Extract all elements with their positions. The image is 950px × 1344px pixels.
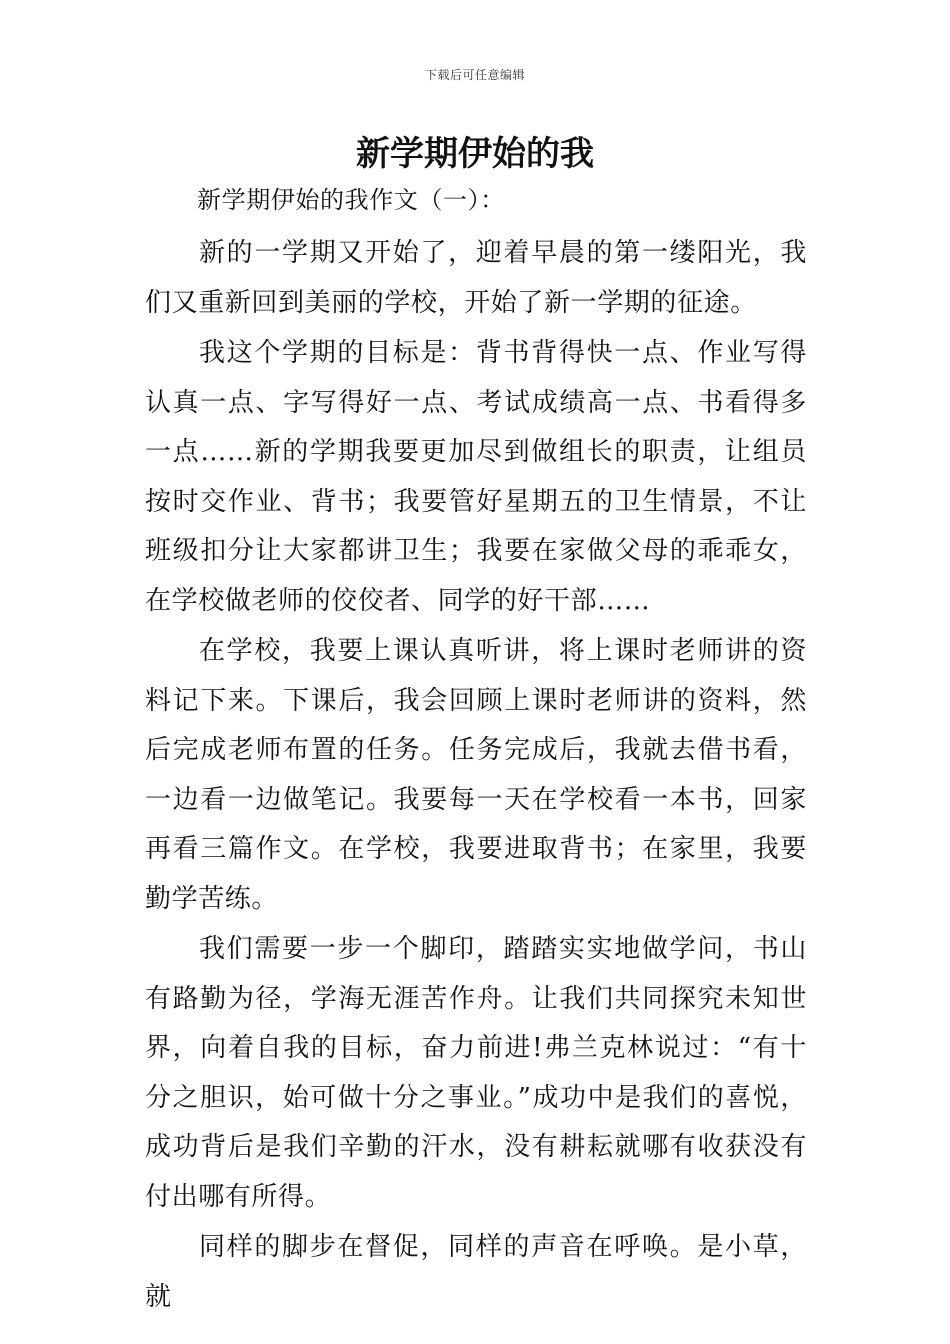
paragraph-2: 我这个学期的目标是：背书背得快一点、作业写得认真一点、字写得好一点、考试成绩高一点、书看得多一点……新的学期我要更加尽到做组长的职责，让组员按时交作业、背书；我要管好星期五的卫生情景，不让班级扣分让大家都讲卫生；我要在家做父母的乖乖女，在学校做老师的佼佼者、同学的好干部…… (145, 338, 807, 616)
paragraph-4: 我们需要一步一个脚印，踏踏实实地做学问，书山有路勤为径，学海无涯苦作舟。让我们共同探究未知世界，向着自我的目标，奋力前进!弗兰克林说过：“有十分之胆识，始可做十分之事业。”成功中是我们的喜悦，成功背后是我们辛勤的汗水，没有耕耘就哪有收获没有付出哪有所得。 (145, 934, 807, 1212)
article-body (145, 177, 807, 1323)
paragraph-3: 在学校，我要上课认真听讲，将上课时老师讲的资料记下来。下课后，我会回顾上课时老师讲的资料，然后完成老师布置的任务。任务完成后，我就去借书看，一边看一边做笔记。我要每一天在学校看一本书，回家再看三篇作文。在学校，我要进取背书；在家里，我要勤学苦练。 (145, 636, 807, 914)
article-subtitle: 新学期伊始的我作文（一）： (197, 186, 505, 214)
paragraph-1: 新的一学期又开始了，迎着早晨的第一缕阳光，我们又重新回到美丽的学校，开始了新一学期的征途。 (145, 238, 807, 318)
page-title: 新学期伊始的我 (356, 134, 594, 174)
paragraph-5: 同样的脚步在督促，同样的声音在呼唤。是小草，就 (145, 1232, 807, 1312)
header-note: 下载后可任意编辑 (424, 68, 525, 82)
